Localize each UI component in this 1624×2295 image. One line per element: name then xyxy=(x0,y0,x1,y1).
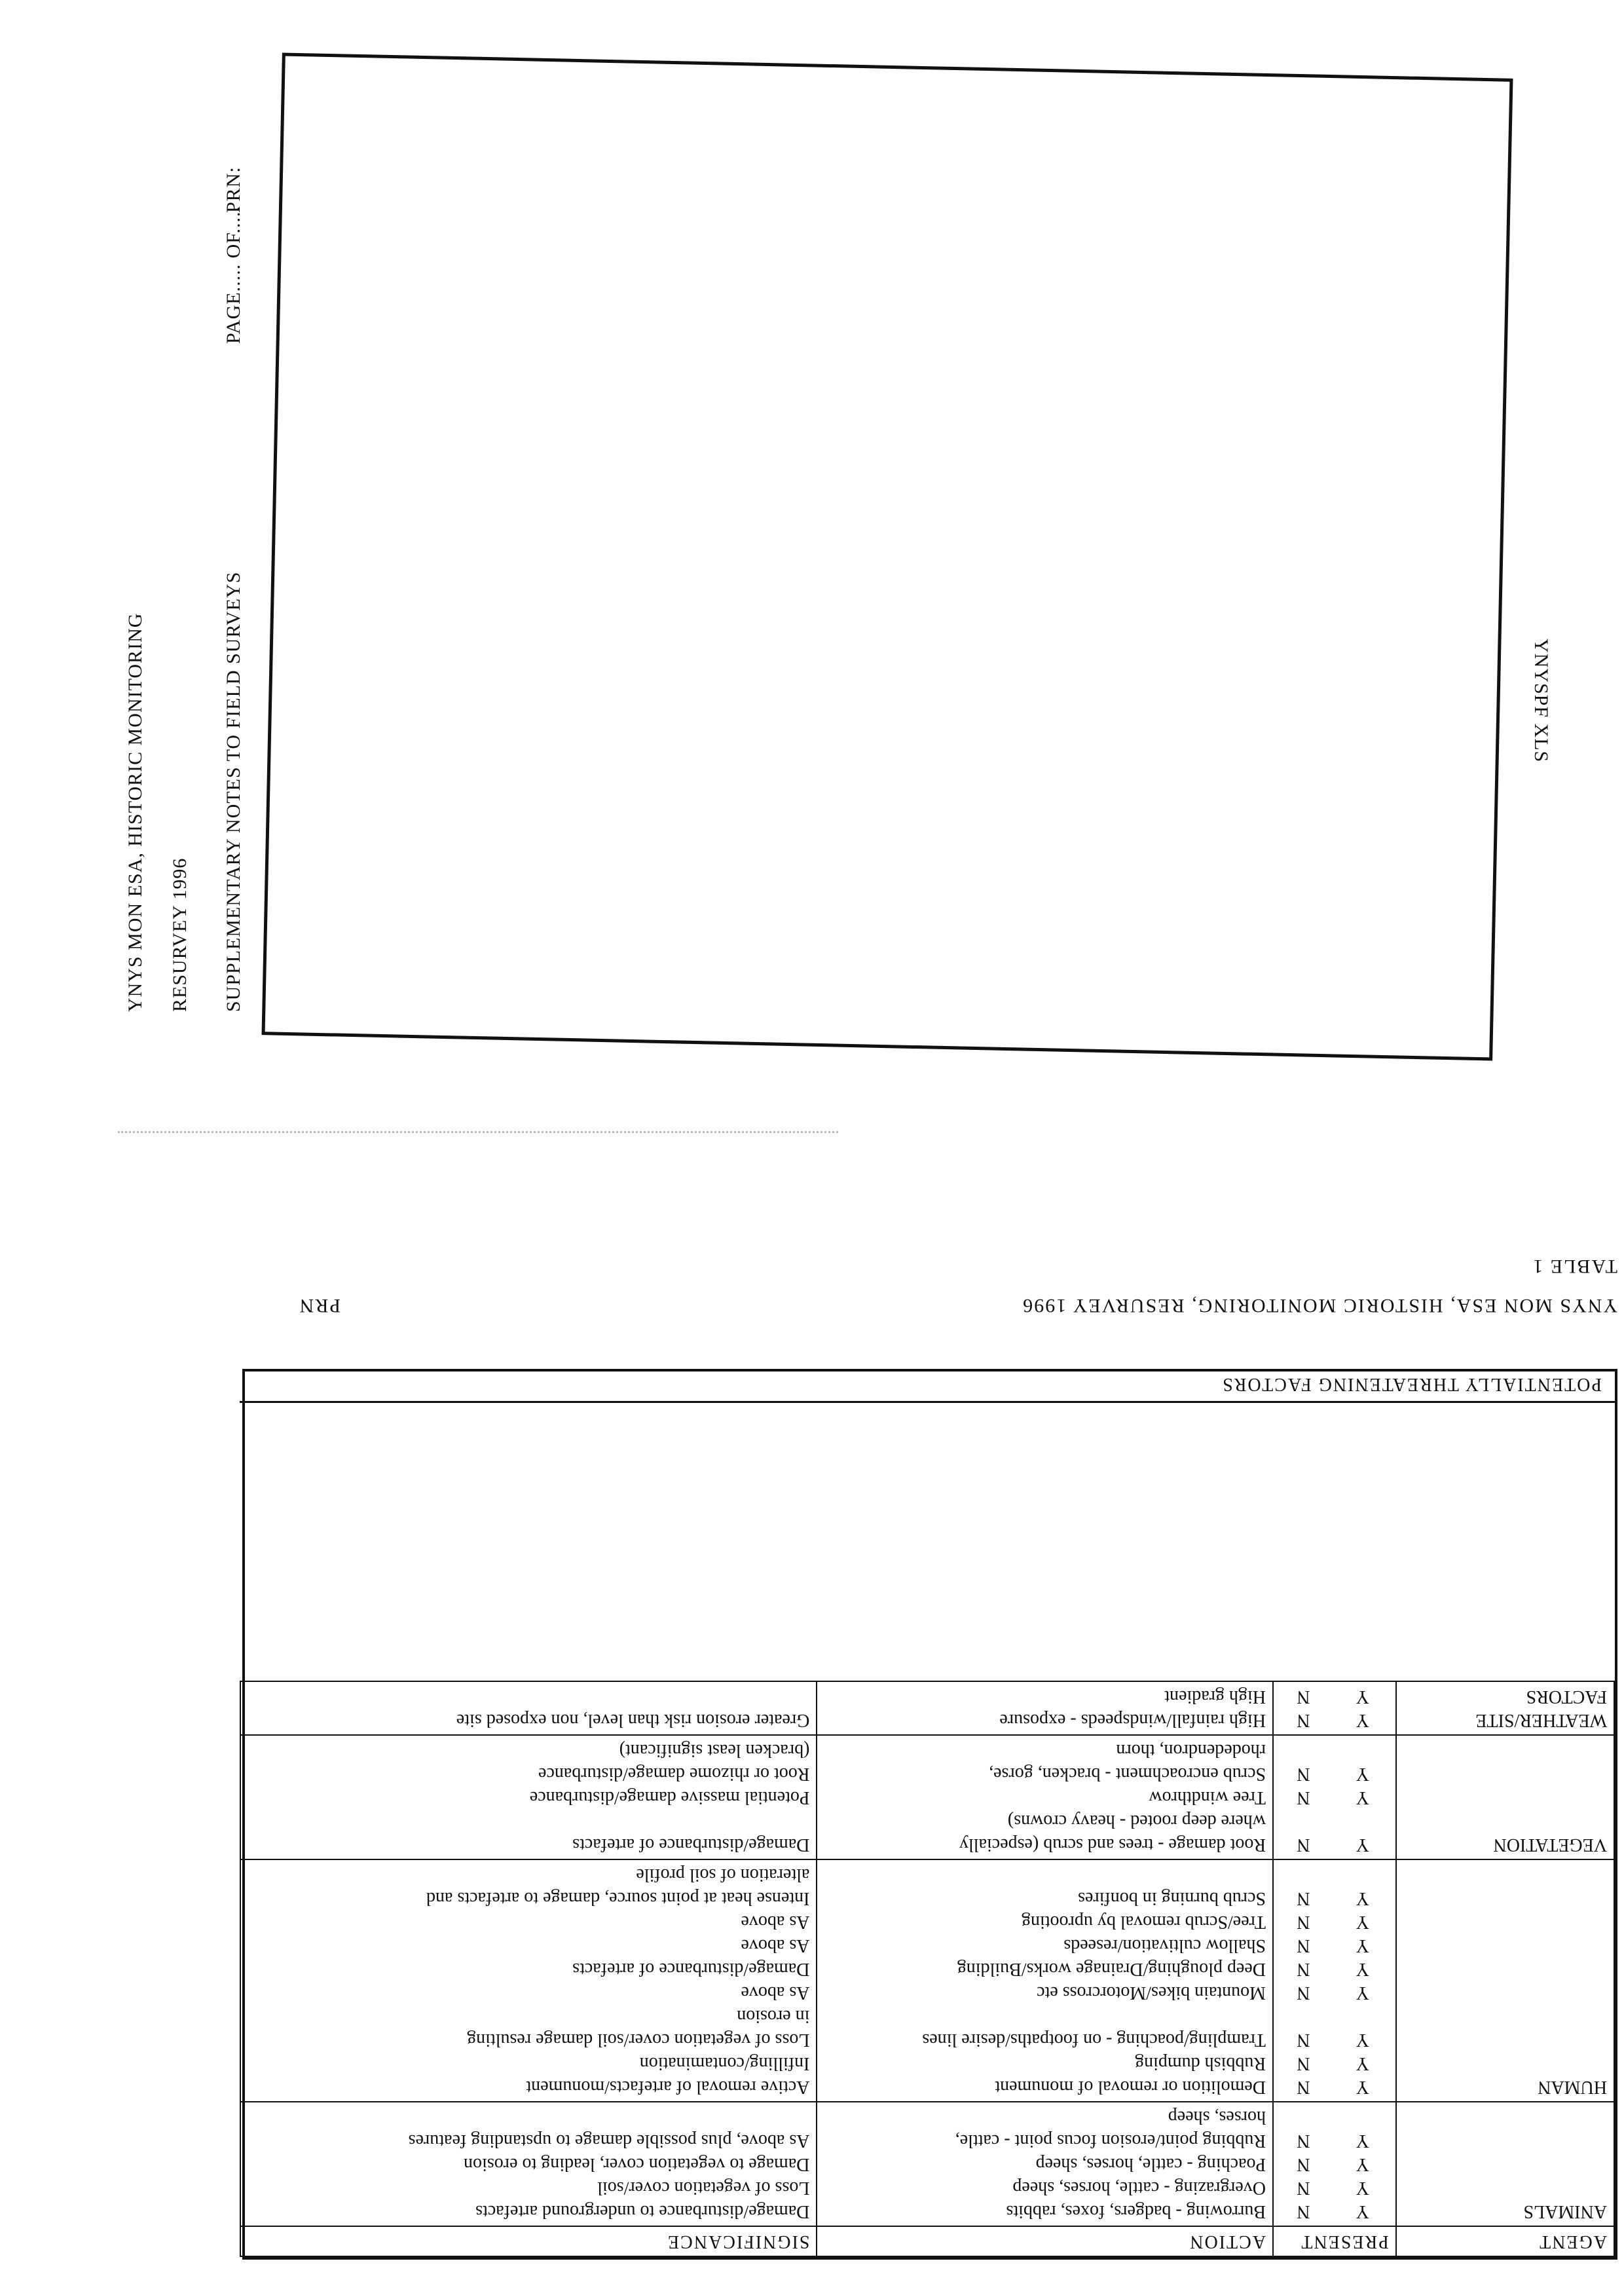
col-agent: AGENT xyxy=(1396,2226,1614,2256)
notes-box[interactable] xyxy=(261,52,1513,1060)
significance-cell: Damage/disturbance to underground artefacts Loss of vegetation cover/soil Damage to vegetation cover, leading to erosion As above, plus possible damage to upstanding features xyxy=(240,2102,817,2226)
threat-table xyxy=(240,1681,1615,2257)
notes-title: SUPPLEMENTARY NOTES TO FIELD SURVEYS xyxy=(223,571,244,1012)
group-human xyxy=(240,1859,1614,2102)
prn-field-label: PRN: xyxy=(223,166,244,213)
significance-cell: Active removal of artefacts/monument Infilling/contamination Loss of vegetation cover/soil damage resulting in erosion As above Damage/disturbance of artefacts As above As above Intense heat at point source, damage to artefacts and alteration of soil profile xyxy=(240,1859,817,2102)
threat-table-box xyxy=(242,1369,1617,2260)
col-action: ACTION xyxy=(817,2226,1273,2256)
project-title: YNYS MON ESA, HISTORIC MONITORING xyxy=(124,612,146,1012)
present-cell[interactable]: Y N Y N Y N xyxy=(1273,1735,1396,1859)
resurvey-label: RESURVEY 1996 xyxy=(169,857,191,1012)
table-label: TABLE 1 xyxy=(1532,1256,1617,1277)
group-vegetation xyxy=(240,1735,1614,1859)
agent-cell: HUMAN xyxy=(1396,1859,1614,2102)
table-title: POTENTIALLY THREATENING FACTORS xyxy=(240,1366,1615,1403)
table-prn-label: PRN xyxy=(298,1295,341,1316)
group-weather xyxy=(240,1681,1614,1735)
page-of-label: PAGE..... OF..... xyxy=(223,205,244,344)
action-cell: Demolition or removal of monument Rubbish dumping Trampling/poaching - on footpaths/desire lines Mountain bikes/Motorcross etc Deep ploughing/Drainage works/Building Shallow cultivation/reseeds Tree/Scrub removal by uprooting Scrub burning in bonfires xyxy=(817,1859,1273,2102)
table-header-line: YNYS MON ESA, HISTORIC MONITORING, RESURVEY 1996 xyxy=(1022,1295,1617,1316)
action-cell: High rainfall/windspeeds - exposure High gradient xyxy=(817,1681,1273,1735)
col-significance: SIGNIFICANCE xyxy=(240,2226,817,2256)
present-cell[interactable]: Y N Y N Y N Y N Y N Y N Y N Y N xyxy=(1273,1859,1396,2102)
scan-specks xyxy=(118,1131,838,1136)
present-cell[interactable]: Y N Y N Y N Y N xyxy=(1273,2102,1396,2226)
present-cell[interactable]: Y N Y N xyxy=(1273,1681,1396,1735)
action-cell: Burrowing - badgers, foxes, rabbits Overgrazing - cattle, horses, sheep Poaching - cattle, horses, sheep Rubbing point/erosion focus point - cattle, horses, sheep xyxy=(817,2102,1273,2226)
action-cell: Root damage - trees and scrub (especially where deep rooted - heavy crowns) Tree windthrow Scrub encroachment - bracken, gorse, rhodedendron, thorn xyxy=(817,1735,1273,1859)
group-animals xyxy=(240,2102,1614,2226)
agent-cell: VEGETATION xyxy=(1396,1735,1614,1859)
table-sheet xyxy=(157,1244,1617,2260)
agent-cell: ANIMALS xyxy=(1396,2102,1614,2226)
file-label: YNYSPF XLS xyxy=(1530,639,1552,763)
significance-cell: Damage/disturbance of artefacts Potential massive damage/disturbance Root or rhizome damage/disturbance (bracken least significant) xyxy=(240,1735,817,1859)
agent-cell: WEATHER/SITE FACTORS xyxy=(1396,1681,1614,1735)
col-present: PRESENT xyxy=(1273,2226,1396,2256)
significance-cell: Greater erosion risk than level, non exposed site xyxy=(240,1681,817,1735)
